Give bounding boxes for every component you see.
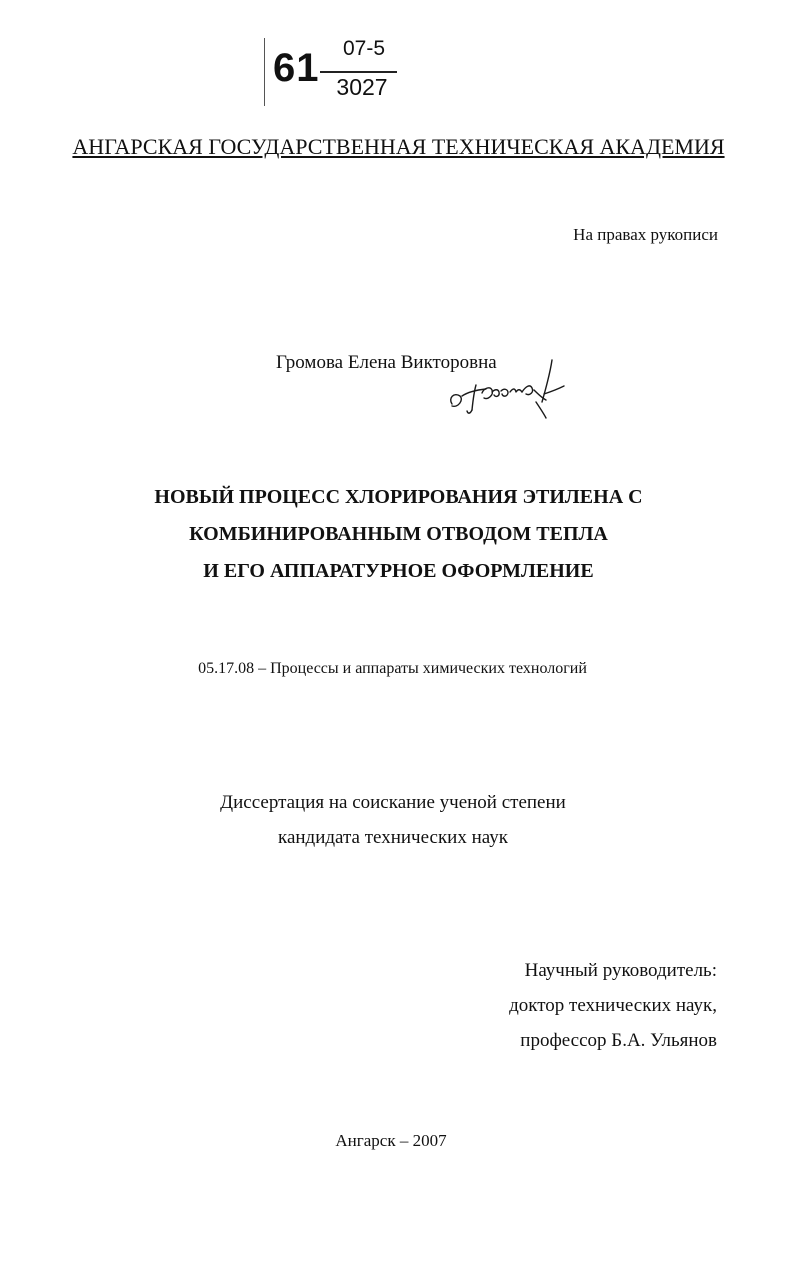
supervisor-label: Научный руководитель: [524, 960, 717, 981]
degree-line: кандидата технических наук [278, 827, 508, 848]
degree-line: Диссертация на соискание ученой степени [220, 792, 566, 813]
title-line: НОВЫЙ ПРОЦЕСС ХЛОРИРОВАНИЯ ЭТИЛЕНА С [154, 486, 643, 508]
title-line: КОМБИНИРОВАННЫМ ОТВОДОМ ТЕПЛА [189, 523, 608, 545]
specialty-code: 05.17.08 – Процессы и аппараты химических технологий [198, 660, 587, 677]
author-name: Громова Елена Викторовна [276, 352, 497, 373]
supervisor-degree: доктор технических наук, [509, 995, 717, 1016]
institution-name: АНГАРСКАЯ ГОСУДАРСТВЕННАЯ ТЕХНИЧЕСКАЯ АКАДЕМИЯ [72, 134, 725, 159]
supervisor-block [509, 953, 717, 1058]
degree-statement [0, 785, 786, 855]
stamp-fraction-line [320, 71, 397, 73]
stamp-divider [264, 38, 265, 106]
stamp-bottom-number: 3027 [336, 74, 388, 100]
supervisor-name: профессор Б.А. Ульянов [520, 1030, 717, 1051]
stamp-main-number: 61 [273, 46, 320, 90]
place-year: Ангарск – 2007 [335, 1131, 447, 1150]
title-line: И ЕГО АППАРАТУРНОЕ ОФОРМЛЕНИЕ [203, 560, 594, 582]
stamp-top-number: 07-5 [342, 37, 386, 60]
manuscript-note: На правах рукописи [573, 225, 718, 244]
dissertation-title [0, 479, 797, 590]
signature-image [446, 358, 571, 420]
